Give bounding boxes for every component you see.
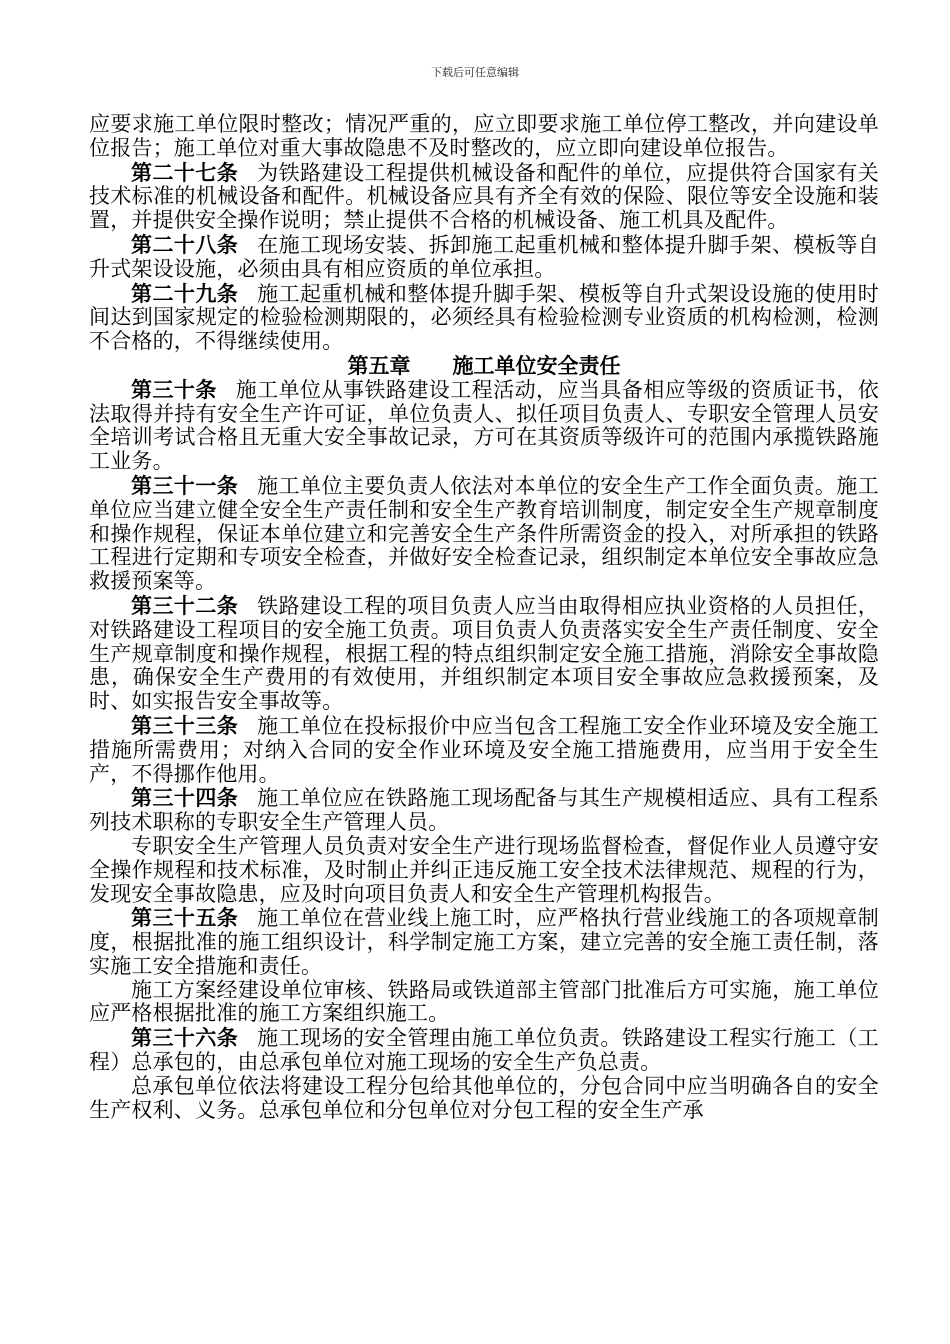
article-text: 施工单位从事铁路建设工程活动，应当具备相应等级的资质证书，依法取得并持有安全生产许可证，单位负责人、拟任项目负责人、专职安全管理人员安全培训考试合格且无重大安全事故记录，方可在其资质等级许可的范围内承揽铁路施工业务。 [89, 377, 879, 474]
paragraph-text: 施工方案经建设单位审核、铁路局或铁道部主管部门批准后方可实施，施工单位应严格根据批准的施工方案组织施工。 [89, 977, 879, 1026]
document-body [89, 113, 879, 1122]
article-number: 第二十八条 [131, 231, 239, 257]
paragraph-text: 总承包单位依法将建设工程分包给其他单位的，分包合同中应当明确各自的安全生产权利、义务。总承包单位和分包单位对分包工程的安全生产承 [89, 1073, 879, 1122]
paragraph-text: 应要求施工单位限时整改；情况严重的，应立即要求施工单位停工整改，并向建设单位报告；施工单位对重大事故隐患不及时整改的，应立即向建设单位报告。 [89, 112, 879, 160]
article-text: 为铁路建设工程提供机械设备和配件的单位，应提供符合国家有关技术标准的机械设备和配件。机械设备应具有齐全有效的保险、限位等安全设施和装置，并提供安全操作说明；禁止提供不合格的机械设备、施工机具及配件。 [89, 160, 879, 233]
chapter-title: 施工单位安全责任 [452, 352, 621, 378]
article-27 [89, 161, 879, 233]
article-number: 第三十条 [131, 376, 217, 402]
article-28 [89, 233, 879, 282]
article-text: 施工起重机械和整体提升脚手架、模板等自升式架设设施的使用时间达到国家规定的检验检测期限的，必须经具有检验检测专业资质的机构检测，检测不合格的，不得继续使用。 [89, 281, 879, 354]
paragraph [89, 979, 879, 1027]
article-number: 第三十五条 [131, 905, 239, 931]
article-number: 第二十九条 [131, 280, 239, 306]
article-36 [89, 1026, 879, 1075]
article-31 [89, 474, 879, 594]
chapter-number: 第五章 [347, 352, 411, 378]
article-text: 铁路建设工程的项目负责人应当由取得相应执业资格的人员担任，对铁路建设工程项目的安全施工负责。项目负责人负责落实安全生产责任制度、安全生产规章制度和操作规程，根据工程的特点组织制定安全施工措施，消除安全事故隐患，确保安全生产费用的有效使用，并组织制定本项目安全事故应急救援预案，及时、如实报告安全事故等。 [89, 593, 879, 714]
page-header: 下载后可任意编辑 [431, 66, 519, 79]
article-text: 施工单位在营业线上施工时，应严格执行营业线施工的各项规章制度，根据批准的施工组织设计，科学制定施工方案，建立完善的安全施工责任制，落实施工安全措施和责任。 [89, 906, 879, 978]
article-30 [89, 378, 879, 474]
paragraph [89, 113, 879, 161]
article-33 [89, 714, 879, 786]
article-text: 施工单位主要负责人依法对本单位的安全生产工作全面负责。施工单位应当建立健全安全生产责任制和安全生产教育培训制度，制定安全生产规章制度和操作规程，保证本单位建立和完善安全生产条件所需资金的投入，对所承担的铁路工程进行定期和专项安全检查，并做好安全检查记录，组织制定本单位安全事故应急救援预案等。 [89, 473, 879, 594]
article-35 [89, 906, 879, 978]
article-number: 第三十六条 [131, 1025, 239, 1051]
article-number: 第二十七条 [131, 159, 239, 185]
article-34 [89, 786, 879, 835]
chapter-heading [89, 354, 879, 378]
article-text: 施工现场的安全管理由施工单位负责。铁路建设工程实行施工（工程）总承包的，由总承包单位对施工现场的安全生产负总责。 [89, 1026, 879, 1075]
article-number: 第三十一条 [131, 472, 239, 498]
article-text: 施工单位应在铁路施工现场配备与其生产规模相适应、具有工程系列技术职称的专职安全生产管理人员。 [89, 786, 879, 835]
paragraph [89, 835, 879, 906]
article-32 [89, 594, 879, 714]
paragraph-text: 专职安全生产管理人员负责对安全生产进行现场监督检查，督促作业人员遵守安全操作规程和技术标准，及时制止并纠正违反施工安全技术法律规范、规程的行为，发现安全事故隐患，应及时向项目负责人和安全生产管理机构报告。 [89, 833, 879, 906]
paragraph [89, 1075, 879, 1123]
article-text: 施工单位在投标报价中应当包含工程施工安全作业环境及安全施工措施所需费用；对纳入合同的安全作业环境及安全施工措施费用，应当用于安全生产，不得挪作他用。 [89, 713, 879, 786]
article-text: 在施工现场安装、拆卸施工起重机械和整体提升脚手架、模板等自升式架设设施，必须由具有相应资质的单位承担。 [89, 232, 879, 281]
article-29 [89, 282, 879, 354]
article-number: 第三十三条 [131, 712, 239, 738]
article-number: 第三十四条 [131, 785, 239, 811]
article-number: 第三十二条 [131, 592, 239, 618]
